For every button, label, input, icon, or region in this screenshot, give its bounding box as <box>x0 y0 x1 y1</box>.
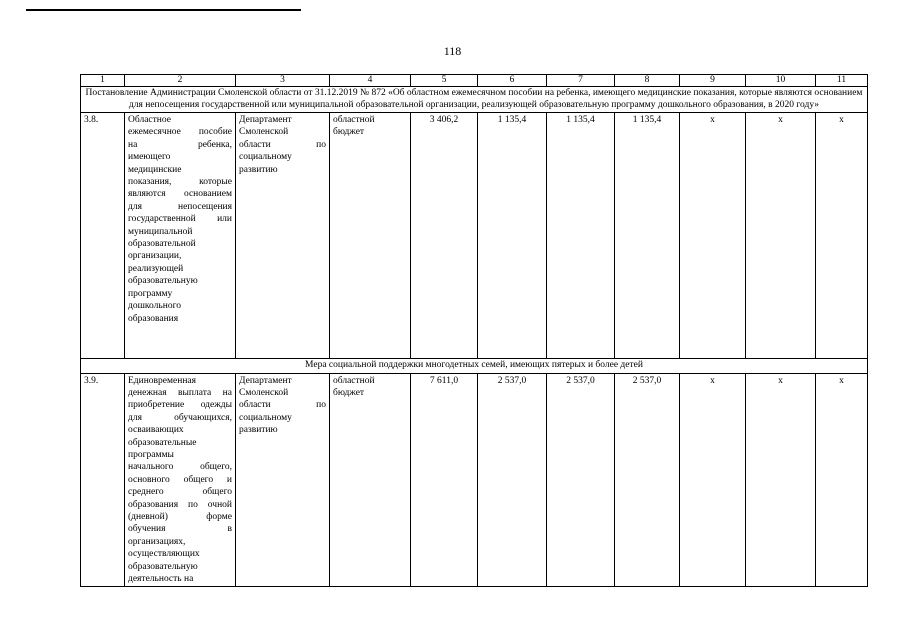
column-number: 6 <box>478 75 547 87</box>
executor <box>236 113 330 359</box>
text-line: среднего общего <box>128 487 232 498</box>
year-1-amount: 2 537,0 <box>478 373 547 587</box>
text-line: ежемесячное пособие <box>128 127 232 138</box>
row-number: 3.8. <box>81 113 125 359</box>
page-number: 118 <box>443 44 462 58</box>
executor <box>236 373 330 587</box>
section-title: Постановление Администрации Смоленской области от 31.12.2019 № 872 «Об областном ежемесячном пособии на ребенка, имеющего медицинские показания, которые являются основанием для непосещения государственной или муниципальной образовательной организации, реализующей образовательную программу дошкольного образования, в 2020 году» <box>81 87 868 113</box>
column-number: 7 <box>547 75 615 87</box>
column-number-row <box>81 75 868 87</box>
text-line: образовательной <box>128 239 196 250</box>
text-line: показания, которые <box>128 177 232 188</box>
total-amount: 3 406,2 <box>411 113 478 359</box>
text-line: Единовременная <box>128 375 196 386</box>
text-line: осуществляющих <box>128 549 200 560</box>
text-line: социальному <box>239 152 292 163</box>
text-line: Департамент <box>239 375 292 386</box>
text-line: программу <box>128 288 173 299</box>
column-number: 8 <box>615 75 680 87</box>
text-line: приобретение одежды <box>128 400 232 411</box>
column-10-value: х <box>746 113 816 359</box>
text-line: обучения в <box>128 524 232 535</box>
text-line: Смоленской <box>239 387 289 398</box>
column-9-value: х <box>680 373 746 587</box>
column-number: 5 <box>411 75 478 87</box>
column-number: 3 <box>236 75 330 87</box>
text-line: Департамент <box>239 115 292 125</box>
text-line: образовательные <box>128 437 197 448</box>
text-line: областной <box>333 115 375 125</box>
text-line: являются основанием <box>128 189 232 200</box>
text-line: дошкольного <box>128 301 181 312</box>
text-line: образовательную <box>128 276 198 287</box>
column-11-value: х <box>816 113 868 359</box>
text-line: области по <box>239 139 326 150</box>
funding-source <box>330 113 411 359</box>
text-line: образования по очной <box>128 499 232 510</box>
year-2-amount: 2 537,0 <box>547 373 615 587</box>
text-line: программы <box>128 449 174 460</box>
text-line: основного общего и <box>128 474 232 485</box>
year-1-amount: 1 135,4 <box>478 113 547 359</box>
row-number: 3.9. <box>81 373 125 587</box>
column-number: 9 <box>680 75 746 87</box>
total-amount: 7 611,0 <box>411 373 478 587</box>
column-9-value: х <box>680 113 746 359</box>
text-line: государственной или <box>128 214 232 225</box>
column-10-value: х <box>746 373 816 587</box>
text-line: области по <box>239 400 326 411</box>
year-3-amount: 2 537,0 <box>615 373 680 587</box>
funding-source <box>330 373 411 587</box>
column-number: 10 <box>746 75 816 87</box>
text-line: начального общего, <box>128 462 232 473</box>
text-line: областной <box>333 375 375 386</box>
text-line: муниципальной <box>128 226 193 237</box>
year-2-amount: 1 135,4 <box>547 113 615 359</box>
text-line: бюджет <box>333 387 365 398</box>
text-line: деятельность на <box>128 574 194 584</box>
text-line: денежная выплата на <box>128 387 232 398</box>
text-line: на ребенка, <box>128 139 232 150</box>
text-line: осваивающих <box>128 425 184 436</box>
text-line: организациях, <box>128 536 186 547</box>
text-line: образовательную <box>128 561 198 572</box>
text-line: организации, <box>128 251 182 262</box>
text-line: развитию <box>239 425 278 436</box>
column-11-value: х <box>816 373 868 587</box>
column-number: 4 <box>330 75 411 87</box>
text-line: Смоленской <box>239 127 289 138</box>
measure-name <box>125 373 236 587</box>
text-line: медицинские <box>128 164 182 175</box>
text-line: для обучающихся, <box>128 412 232 423</box>
column-number: 2 <box>125 75 236 87</box>
measure-name <box>125 113 236 359</box>
section-title: Мера социальной поддержки многодетных семей, имеющих пятерых и более детей <box>81 359 868 374</box>
column-number: 1 <box>81 75 125 87</box>
year-3-amount: 1 135,4 <box>615 113 680 359</box>
text-line: образования <box>128 313 179 324</box>
text-line: развитию <box>239 164 278 175</box>
section-header-row <box>81 359 868 374</box>
section-header-row <box>81 87 868 113</box>
table-row <box>81 113 868 359</box>
text-line: (дневной) форме <box>128 511 232 522</box>
text-line: Областное <box>128 115 171 125</box>
text-line: реализующей <box>128 263 184 274</box>
table-row <box>81 373 868 587</box>
text-line: для непосещения <box>128 201 232 212</box>
budget-table <box>80 74 868 587</box>
text-line: бюджет <box>333 127 365 138</box>
text-line: имеющего <box>128 152 171 163</box>
column-number: 11 <box>816 75 868 87</box>
text-line: социальному <box>239 412 292 423</box>
header-rule <box>26 9 301 11</box>
